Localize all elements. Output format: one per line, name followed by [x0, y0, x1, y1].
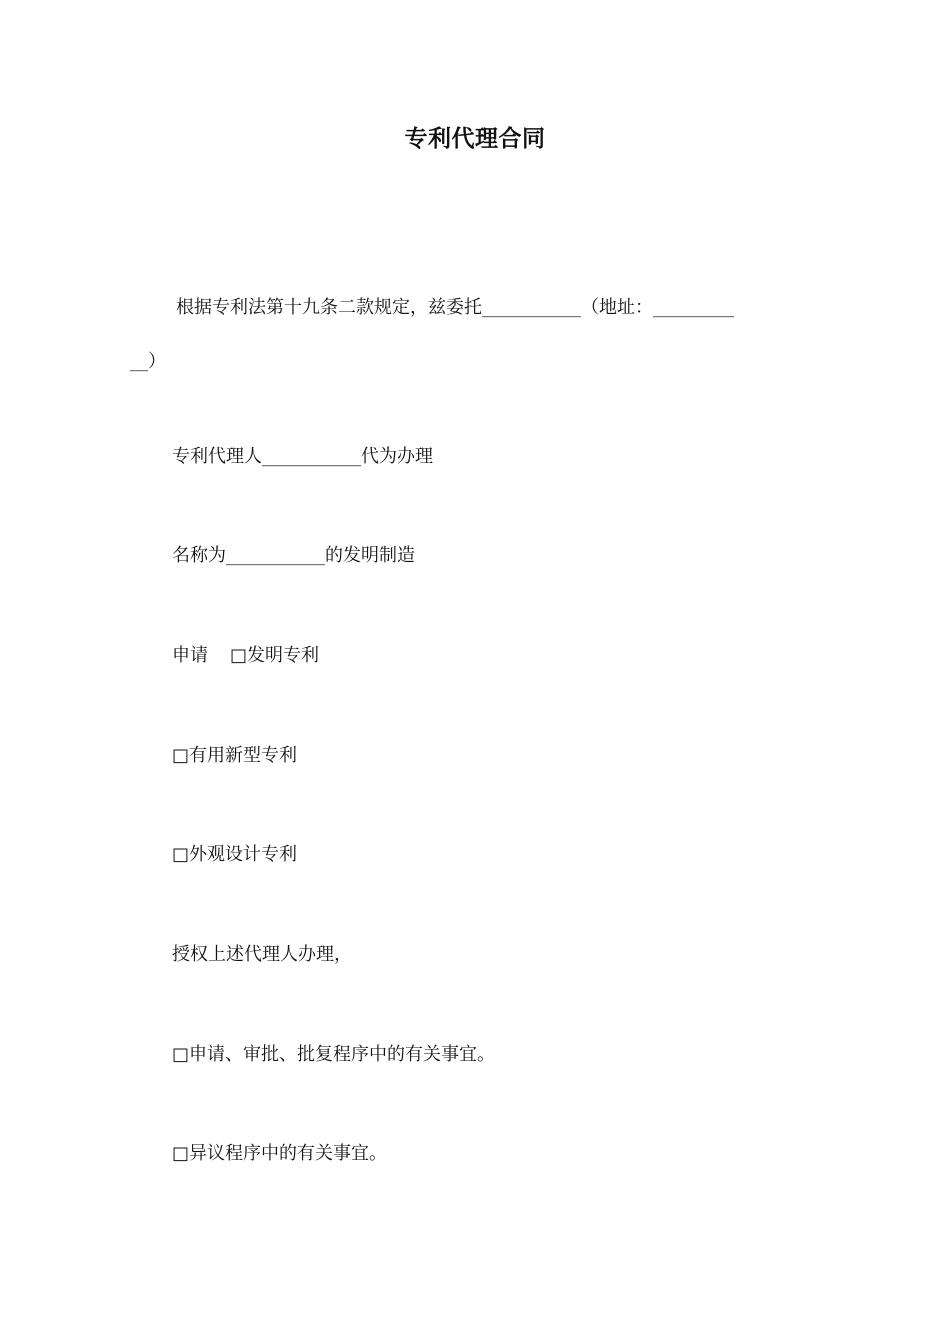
option-invention-patent: □发明专利	[230, 645, 320, 666]
paragraph-entrust-line-1: 根据专利法第十九条二款规定，兹委托___________（地址：_________	[176, 297, 734, 318]
invention-name-line: 名称为___________的发明制造	[172, 545, 415, 566]
option-utility-model-patent: □有用新型专利	[172, 745, 298, 766]
option-objection-procedure: □异议程序中的有关事宜。	[172, 1143, 388, 1164]
apply-line	[172, 644, 319, 668]
apply-label: 申请	[172, 645, 208, 666]
option-application-procedure: □申请、审批、批复程序中的有关事宜。	[172, 1044, 496, 1065]
agent-line: 专利代理人___________代为办理	[172, 446, 433, 467]
paragraph-entrust-line-2: __）	[130, 351, 166, 372]
authorize-line: 授权上述代理人办理，	[172, 944, 352, 965]
document-title: 专利代理合同	[404, 126, 546, 152]
option-design-patent: □外观设计专利	[172, 844, 298, 865]
